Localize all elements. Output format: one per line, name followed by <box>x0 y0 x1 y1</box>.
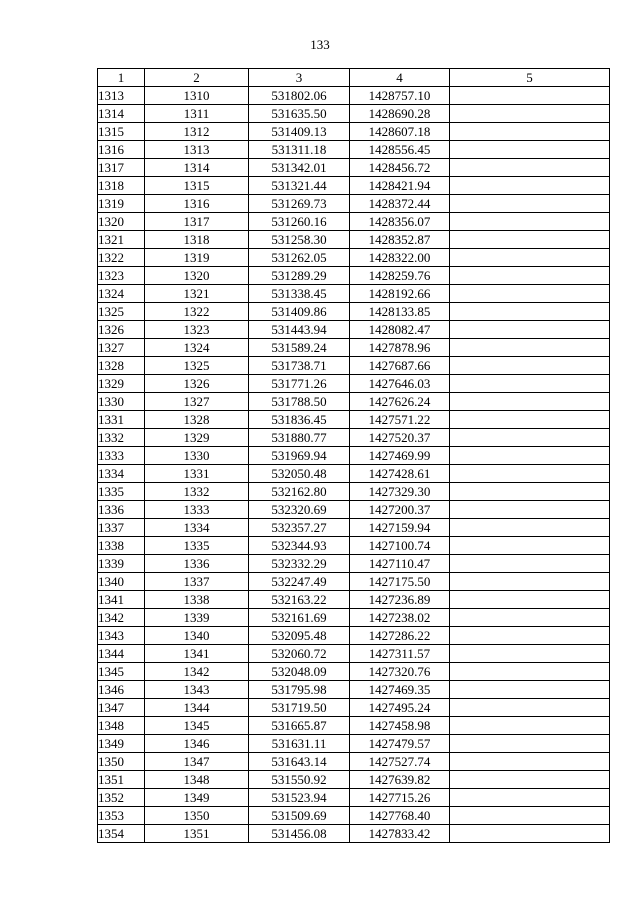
table-row <box>98 195 610 213</box>
table-cell-col-3: 532161.69 <box>249 609 350 627</box>
table-cell-col-1: 1340 <box>98 573 145 591</box>
table-cell-col-1: 1321 <box>98 231 145 249</box>
table-cell-col-2: 1319 <box>145 249 249 267</box>
table-row <box>98 393 610 411</box>
table-cell-col-5 <box>450 789 610 807</box>
table-cell-col-5 <box>450 429 610 447</box>
table-cell-col-1: 1319 <box>98 195 145 213</box>
table-cell-col-1: 1348 <box>98 717 145 735</box>
table-body <box>98 87 610 843</box>
table-cell-col-2: 1333 <box>145 501 249 519</box>
table-cell-col-3: 531969.94 <box>249 447 350 465</box>
table-row <box>98 339 610 357</box>
table-cell-col-3: 532344.93 <box>249 537 350 555</box>
table-cell-col-4: 1427878.96 <box>350 339 450 357</box>
table-cell-col-2: 1332 <box>145 483 249 501</box>
table-cell-col-3: 531550.92 <box>249 771 350 789</box>
table-cell-col-2: 1323 <box>145 321 249 339</box>
table-cell-col-3: 531719.50 <box>249 699 350 717</box>
table-cell-col-3: 531771.26 <box>249 375 350 393</box>
table-cell-col-3: 531311.18 <box>249 141 350 159</box>
table-cell-col-5 <box>450 465 610 483</box>
table-cell-col-4: 1427527.74 <box>350 753 450 771</box>
table-cell-col-3: 532357.27 <box>249 519 350 537</box>
table-cell-col-4: 1428757.10 <box>350 87 450 105</box>
table-cell-col-4: 1427479.57 <box>350 735 450 753</box>
table-row <box>98 87 610 105</box>
table-cell-col-5 <box>450 393 610 411</box>
table-row <box>98 321 610 339</box>
table-cell-col-1: 1342 <box>98 609 145 627</box>
table-cell-col-2: 1336 <box>145 555 249 573</box>
table-cell-col-4: 1427200.37 <box>350 501 450 519</box>
table-cell-col-2: 1326 <box>145 375 249 393</box>
table-cell-col-3: 532048.09 <box>249 663 350 681</box>
table-cell-col-2: 1311 <box>145 105 249 123</box>
table-cell-col-4: 1428352.87 <box>350 231 450 249</box>
table-row <box>98 159 610 177</box>
table-row <box>98 735 610 753</box>
table-cell-col-2: 1337 <box>145 573 249 591</box>
table-cell-col-4: 1427110.47 <box>350 555 450 573</box>
table-cell-col-3: 531738.71 <box>249 357 350 375</box>
table-cell-col-2: 1315 <box>145 177 249 195</box>
table-row <box>98 825 610 843</box>
table-cell-col-3: 531631.11 <box>249 735 350 753</box>
table-cell-col-5 <box>450 807 610 825</box>
table-cell-col-5 <box>450 771 610 789</box>
table-cell-col-4: 1428690.28 <box>350 105 450 123</box>
table-cell-col-4: 1427833.42 <box>350 825 450 843</box>
table-cell-col-5 <box>450 717 610 735</box>
table-cell-col-4: 1428372.44 <box>350 195 450 213</box>
table-row <box>98 555 610 573</box>
table-cell-col-4: 1427458.98 <box>350 717 450 735</box>
table-cell-col-2: 1339 <box>145 609 249 627</box>
column-header-4: 4 <box>350 69 450 87</box>
table-cell-col-2: 1324 <box>145 339 249 357</box>
table-row <box>98 249 610 267</box>
table-cell-col-3: 531802.06 <box>249 87 350 105</box>
table-cell-col-1: 1320 <box>98 213 145 231</box>
table-cell-col-1: 1337 <box>98 519 145 537</box>
table-header <box>98 69 610 87</box>
table-cell-col-5 <box>450 375 610 393</box>
table-cell-col-5 <box>450 231 610 249</box>
table-cell-col-5 <box>450 321 610 339</box>
table-cell-col-3: 531589.24 <box>249 339 350 357</box>
table-cell-col-3: 531795.98 <box>249 681 350 699</box>
table-row <box>98 285 610 303</box>
table-cell-col-3: 532332.29 <box>249 555 350 573</box>
table-cell-col-2: 1341 <box>145 645 249 663</box>
table-cell-col-1: 1343 <box>98 627 145 645</box>
table-cell-col-1: 1334 <box>98 465 145 483</box>
table-cell-col-2: 1350 <box>145 807 249 825</box>
table-cell-col-1: 1326 <box>98 321 145 339</box>
table-cell-col-4: 1428607.18 <box>350 123 450 141</box>
table-cell-col-4: 1427320.76 <box>350 663 450 681</box>
table-cell-col-5 <box>450 627 610 645</box>
table-cell-col-1: 1328 <box>98 357 145 375</box>
table-cell-col-3: 532060.72 <box>249 645 350 663</box>
header-row <box>98 69 610 87</box>
table-cell-col-2: 1318 <box>145 231 249 249</box>
table-cell-col-2: 1344 <box>145 699 249 717</box>
table-cell-col-2: 1328 <box>145 411 249 429</box>
table-cell-col-5 <box>450 357 610 375</box>
table-cell-col-1: 1322 <box>98 249 145 267</box>
table-cell-col-5 <box>450 825 610 843</box>
table-cell-col-3: 531836.45 <box>249 411 350 429</box>
table-cell-col-1: 1347 <box>98 699 145 717</box>
table-cell-col-3: 532163.22 <box>249 591 350 609</box>
table-row <box>98 213 610 231</box>
table-row <box>98 681 610 699</box>
table-cell-col-5 <box>450 177 610 195</box>
table-row <box>98 141 610 159</box>
table-cell-col-1: 1350 <box>98 753 145 771</box>
table-cell-col-2: 1342 <box>145 663 249 681</box>
table-cell-col-5 <box>450 195 610 213</box>
table-row <box>98 429 610 447</box>
table-cell-col-4: 1427715.26 <box>350 789 450 807</box>
table-cell-col-4: 1427639.82 <box>350 771 450 789</box>
table-cell-col-5 <box>450 105 610 123</box>
table-cell-col-4: 1427159.94 <box>350 519 450 537</box>
table-cell-col-5 <box>450 411 610 429</box>
table-row <box>98 645 610 663</box>
table-cell-col-5 <box>450 123 610 141</box>
table-cell-col-2: 1335 <box>145 537 249 555</box>
table-row <box>98 699 610 717</box>
table-row <box>98 771 610 789</box>
table-cell-col-1: 1324 <box>98 285 145 303</box>
table-cell-col-4: 1427428.61 <box>350 465 450 483</box>
table-cell-col-3: 531635.50 <box>249 105 350 123</box>
table-cell-col-1: 1336 <box>98 501 145 519</box>
coordinates-table <box>97 68 610 843</box>
table-cell-col-2: 1317 <box>145 213 249 231</box>
table-cell-col-1: 1331 <box>98 411 145 429</box>
table-cell-col-5 <box>450 537 610 555</box>
table-cell-col-5 <box>450 609 610 627</box>
table-row <box>98 717 610 735</box>
table-cell-col-5 <box>450 141 610 159</box>
table-row <box>98 375 610 393</box>
table-cell-col-1: 1346 <box>98 681 145 699</box>
table-cell-col-5 <box>450 159 610 177</box>
table-cell-col-4: 1428259.76 <box>350 267 450 285</box>
table-row <box>98 663 610 681</box>
table-cell-col-2: 1340 <box>145 627 249 645</box>
table-cell-col-3: 532247.49 <box>249 573 350 591</box>
table-cell-col-3: 531269.73 <box>249 195 350 213</box>
table-cell-col-3: 531289.29 <box>249 267 350 285</box>
table-cell-col-4: 1427329.30 <box>350 483 450 501</box>
table-row <box>98 231 610 249</box>
table-cell-col-3: 531509.69 <box>249 807 350 825</box>
table-row <box>98 303 610 321</box>
table-cell-col-1: 1330 <box>98 393 145 411</box>
table-cell-col-4: 1428082.47 <box>350 321 450 339</box>
table-cell-col-1: 1332 <box>98 429 145 447</box>
table-row <box>98 465 610 483</box>
table-cell-col-3: 531523.94 <box>249 789 350 807</box>
table-cell-col-4: 1427687.66 <box>350 357 450 375</box>
table-cell-col-4: 1427495.24 <box>350 699 450 717</box>
column-header-5: 5 <box>450 69 610 87</box>
table-cell-col-5 <box>450 87 610 105</box>
table-cell-col-1: 1344 <box>98 645 145 663</box>
table-cell-col-2: 1322 <box>145 303 249 321</box>
table-cell-col-5 <box>450 519 610 537</box>
table-cell-col-4: 1428421.94 <box>350 177 450 195</box>
table-cell-col-4: 1427311.57 <box>350 645 450 663</box>
table-row <box>98 573 610 591</box>
table-cell-col-5 <box>450 213 610 231</box>
table-cell-col-3: 531788.50 <box>249 393 350 411</box>
table-cell-col-3: 532320.69 <box>249 501 350 519</box>
table-cell-col-5 <box>450 339 610 357</box>
table-cell-col-5 <box>450 447 610 465</box>
table-cell-col-5 <box>450 285 610 303</box>
table-cell-col-1: 1338 <box>98 537 145 555</box>
table-row <box>98 123 610 141</box>
column-header-3: 3 <box>249 69 350 87</box>
table-cell-col-5 <box>450 645 610 663</box>
table-cell-col-2: 1310 <box>145 87 249 105</box>
table-cell-col-4: 1428456.72 <box>350 159 450 177</box>
table-cell-col-1: 1351 <box>98 771 145 789</box>
table-cell-col-3: 531643.14 <box>249 753 350 771</box>
table-row <box>98 789 610 807</box>
table-cell-col-1: 1353 <box>98 807 145 825</box>
table-row <box>98 447 610 465</box>
column-header-1: 1 <box>98 69 145 87</box>
table-row <box>98 267 610 285</box>
table-cell-col-3: 531338.45 <box>249 285 350 303</box>
table-cell-col-3: 532050.48 <box>249 465 350 483</box>
table-cell-col-4: 1427626.24 <box>350 393 450 411</box>
table-cell-col-2: 1327 <box>145 393 249 411</box>
table-cell-col-3: 531260.16 <box>249 213 350 231</box>
table-cell-col-2: 1325 <box>145 357 249 375</box>
table-cell-col-1: 1316 <box>98 141 145 159</box>
table-cell-col-3: 531409.86 <box>249 303 350 321</box>
table-cell-col-5 <box>450 555 610 573</box>
table-cell-col-1: 1335 <box>98 483 145 501</box>
table-cell-col-5 <box>450 267 610 285</box>
table-cell-col-5 <box>450 735 610 753</box>
table-cell-col-4: 1427646.03 <box>350 375 450 393</box>
table-cell-col-1: 1345 <box>98 663 145 681</box>
table-cell-col-4: 1427520.37 <box>350 429 450 447</box>
table-cell-col-4: 1428356.07 <box>350 213 450 231</box>
table-row <box>98 177 610 195</box>
table-cell-col-3: 531443.94 <box>249 321 350 339</box>
table-cell-col-5 <box>450 681 610 699</box>
column-header-2: 2 <box>145 69 249 87</box>
table-cell-col-1: 1327 <box>98 339 145 357</box>
table-cell-col-1: 1313 <box>98 87 145 105</box>
table-cell-col-2: 1345 <box>145 717 249 735</box>
table-cell-col-1: 1333 <box>98 447 145 465</box>
table-cell-col-2: 1312 <box>145 123 249 141</box>
table-cell-col-2: 1314 <box>145 159 249 177</box>
table-cell-col-4: 1428192.66 <box>350 285 450 303</box>
table-row <box>98 483 610 501</box>
table-cell-col-4: 1427469.99 <box>350 447 450 465</box>
table-cell-col-4: 1427238.02 <box>350 609 450 627</box>
table-row <box>98 609 610 627</box>
table-cell-col-5 <box>450 501 610 519</box>
table-cell-col-1: 1329 <box>98 375 145 393</box>
table-cell-col-3: 531258.30 <box>249 231 350 249</box>
table-cell-col-4: 1427175.50 <box>350 573 450 591</box>
table-row <box>98 627 610 645</box>
page-number: 133 <box>310 37 330 52</box>
table-cell-col-2: 1320 <box>145 267 249 285</box>
table-cell-col-2: 1348 <box>145 771 249 789</box>
table-row <box>98 105 610 123</box>
table-row <box>98 501 610 519</box>
table-cell-col-2: 1330 <box>145 447 249 465</box>
table-cell-col-3: 532095.48 <box>249 627 350 645</box>
table-row <box>98 591 610 609</box>
table-cell-col-3: 531321.44 <box>249 177 350 195</box>
table-cell-col-1: 1339 <box>98 555 145 573</box>
table-row <box>98 357 610 375</box>
table-cell-col-4: 1427469.35 <box>350 681 450 699</box>
table-cell-col-2: 1329 <box>145 429 249 447</box>
table-cell-col-1: 1341 <box>98 591 145 609</box>
table-cell-col-4: 1427100.74 <box>350 537 450 555</box>
table-cell-col-2: 1334 <box>145 519 249 537</box>
table-cell-col-2: 1351 <box>145 825 249 843</box>
table-cell-col-3: 532162.80 <box>249 483 350 501</box>
table-cell-col-4: 1427286.22 <box>350 627 450 645</box>
table-cell-col-5 <box>450 249 610 267</box>
table-cell-col-1: 1325 <box>98 303 145 321</box>
table-cell-col-3: 531880.77 <box>249 429 350 447</box>
table-cell-col-2: 1347 <box>145 753 249 771</box>
table-cell-col-4: 1427768.40 <box>350 807 450 825</box>
table-cell-col-5 <box>450 753 610 771</box>
table-cell-col-2: 1343 <box>145 681 249 699</box>
table-cell-col-3: 531342.01 <box>249 159 350 177</box>
table-cell-col-1: 1318 <box>98 177 145 195</box>
table-cell-col-4: 1428133.85 <box>350 303 450 321</box>
table-cell-col-4: 1427236.89 <box>350 591 450 609</box>
table-cell-col-2: 1331 <box>145 465 249 483</box>
table-cell-col-1: 1314 <box>98 105 145 123</box>
table-cell-col-2: 1346 <box>145 735 249 753</box>
table-cell-col-5 <box>450 303 610 321</box>
table-cell-col-4: 1428556.45 <box>350 141 450 159</box>
table-cell-col-2: 1349 <box>145 789 249 807</box>
table-cell-col-5 <box>450 591 610 609</box>
table-row <box>98 753 610 771</box>
table-cell-col-1: 1315 <box>98 123 145 141</box>
table-row <box>98 411 610 429</box>
table-cell-col-5 <box>450 483 610 501</box>
table-cell-col-5 <box>450 663 610 681</box>
table-cell-col-1: 1317 <box>98 159 145 177</box>
table-cell-col-2: 1321 <box>145 285 249 303</box>
table-cell-col-4: 1428322.00 <box>350 249 450 267</box>
table-cell-col-1: 1354 <box>98 825 145 843</box>
table-cell-col-3: 531665.87 <box>249 717 350 735</box>
table-cell-col-5 <box>450 699 610 717</box>
table-cell-col-2: 1316 <box>145 195 249 213</box>
table-cell-col-5 <box>450 573 610 591</box>
table-cell-col-3: 531409.13 <box>249 123 350 141</box>
table-cell-col-1: 1323 <box>98 267 145 285</box>
table-row <box>98 807 610 825</box>
table-cell-col-1: 1352 <box>98 789 145 807</box>
table-cell-col-3: 531262.05 <box>249 249 350 267</box>
table-cell-col-2: 1313 <box>145 141 249 159</box>
table-cell-col-1: 1349 <box>98 735 145 753</box>
table-row <box>98 519 610 537</box>
table-cell-col-3: 531456.08 <box>249 825 350 843</box>
table-cell-col-4: 1427571.22 <box>350 411 450 429</box>
table-cell-col-2: 1338 <box>145 591 249 609</box>
table-row <box>98 537 610 555</box>
